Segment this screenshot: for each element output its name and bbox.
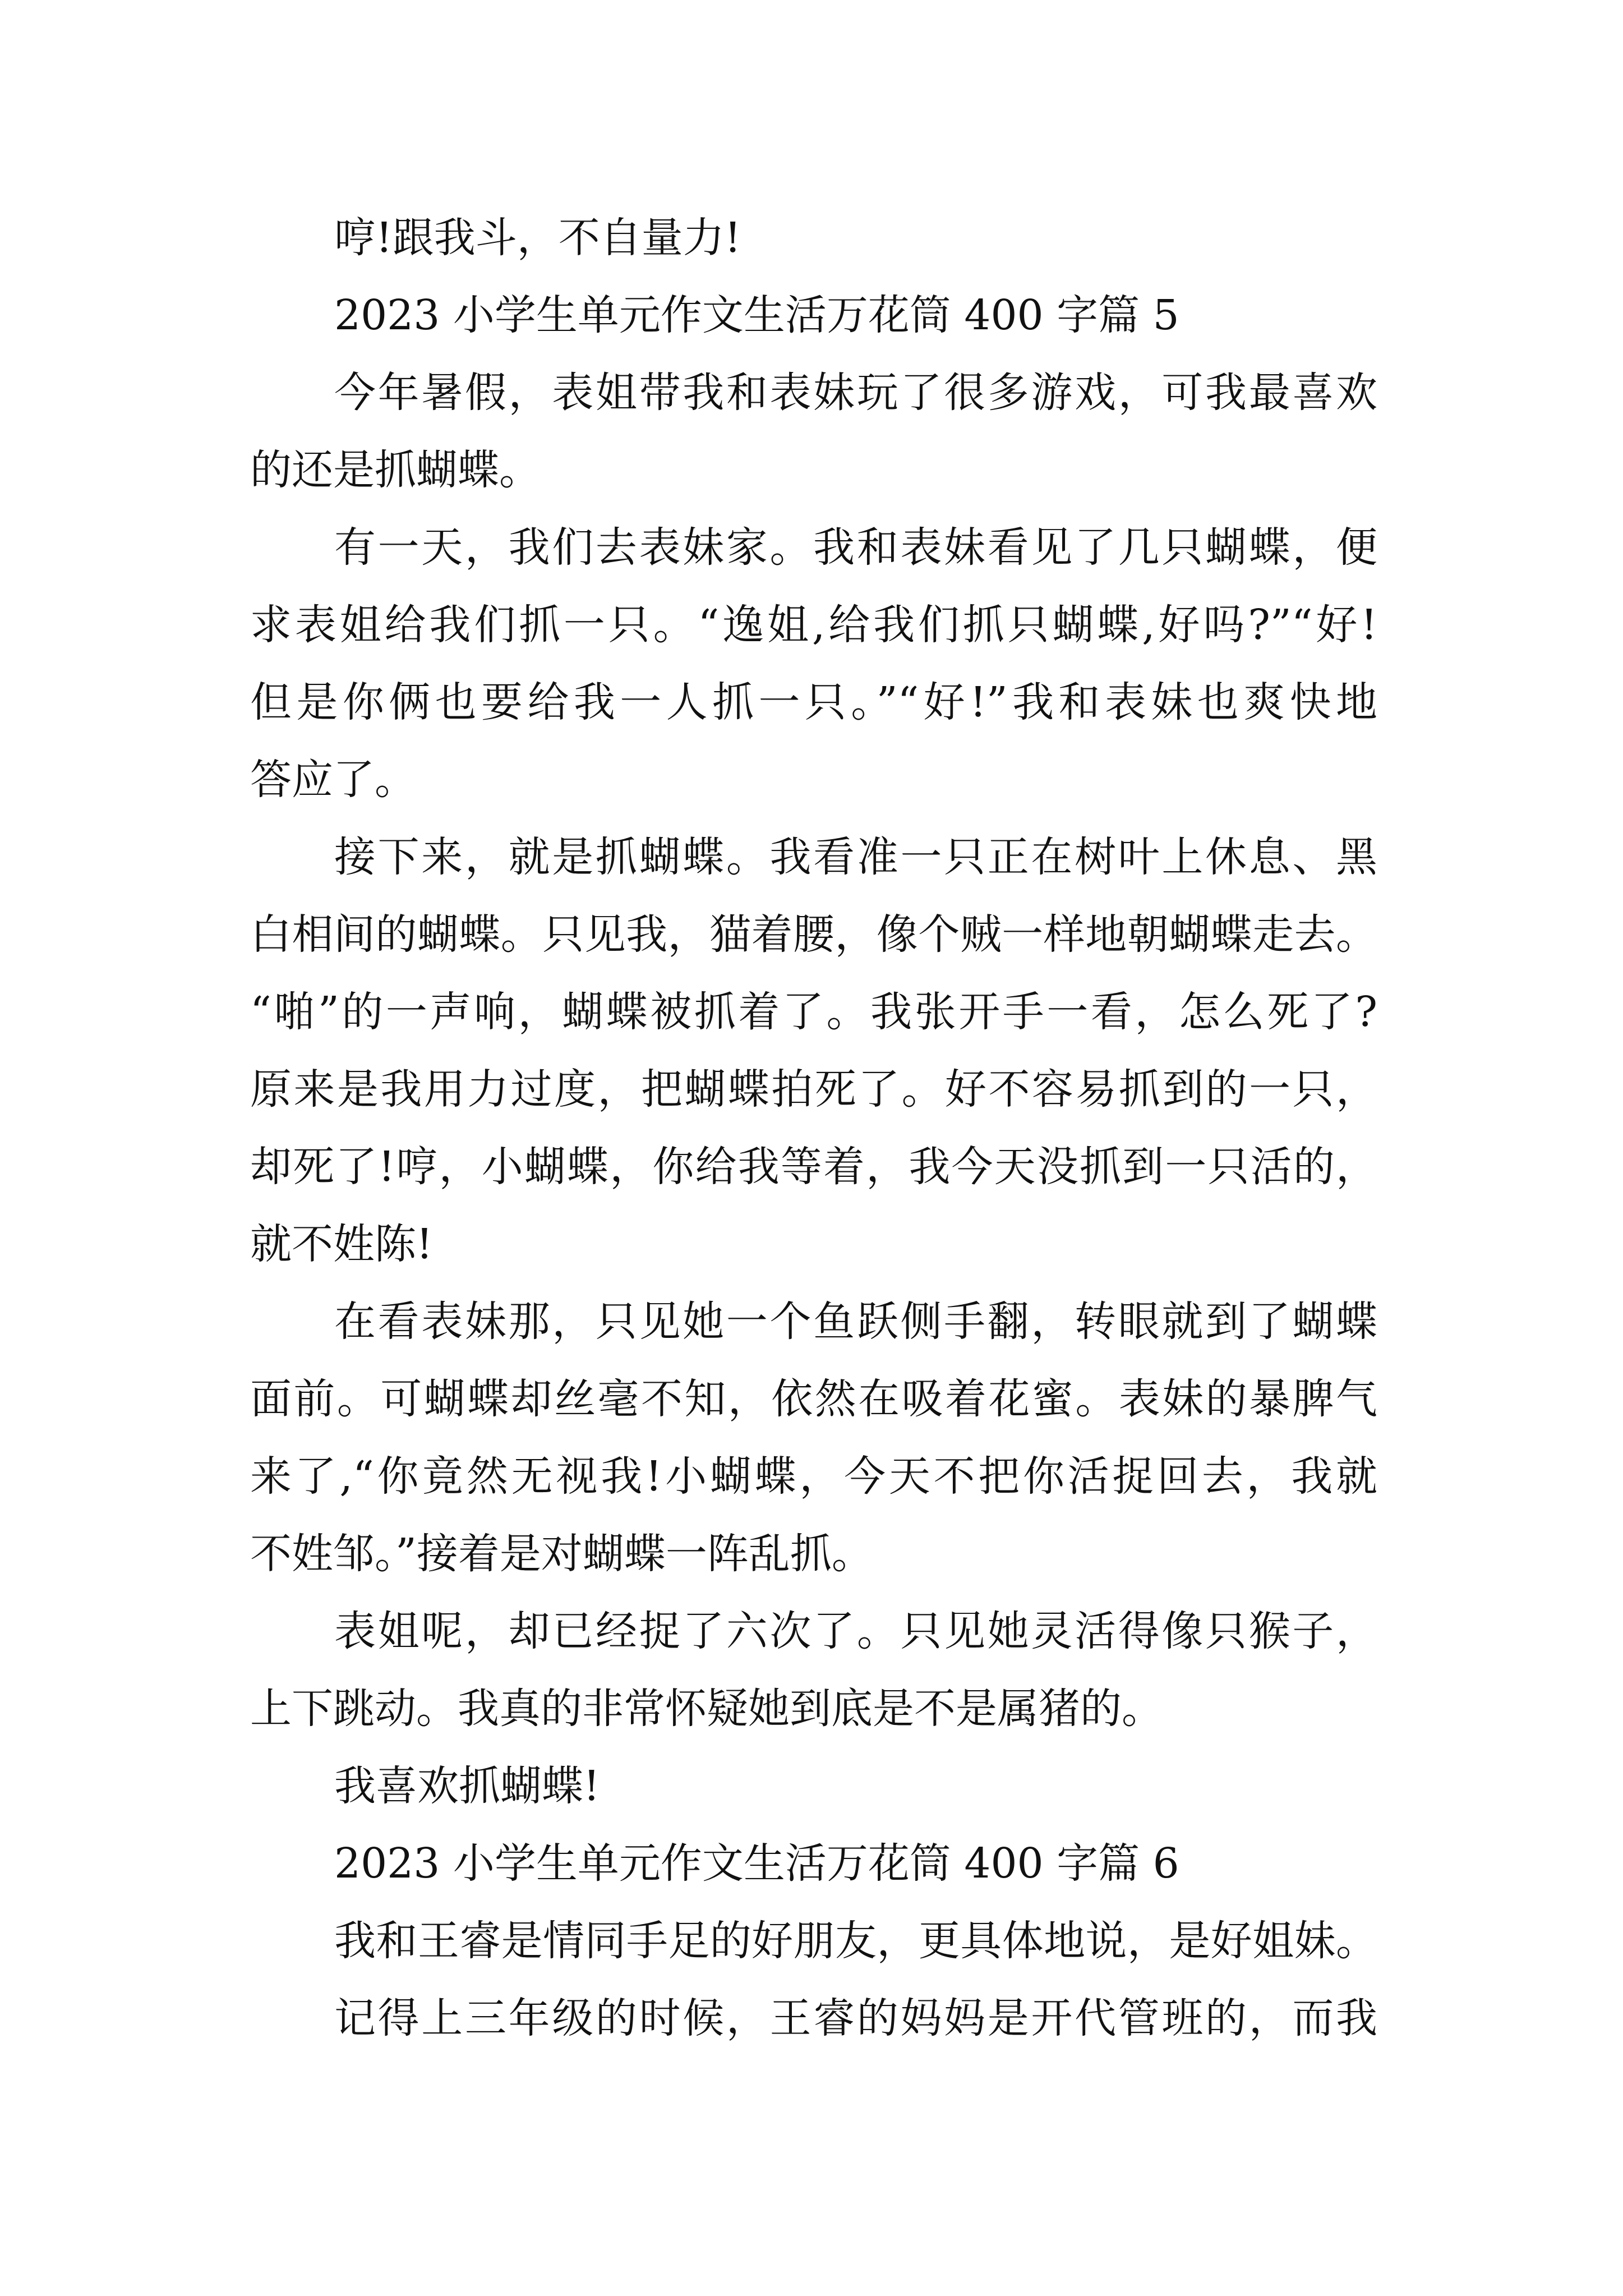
paragraph-line: 答应了。 bbox=[250, 756, 416, 804]
paragraph-line: 不姓邹。”接着是对蝴蝶一阵乱抓。 bbox=[250, 1530, 873, 1578]
paragraph-line: 在看表妹那，只见她一个鱼跃侧手翻，转眼就到了蝴蝶 bbox=[334, 1297, 1377, 1346]
section-heading: 2023 小学生单元作文生活万花筒 400 字篇 6 bbox=[334, 1839, 1179, 1888]
paragraph-line: 就不姓陈! bbox=[250, 1220, 433, 1268]
paragraph-line: 我和王睿是情同手足的好朋友，更具体地说，是好姐妹。 bbox=[334, 1917, 1377, 1965]
paragraph-line: “啪”的一声响，蝴蝶被抓着了。我张开手一看，怎么死了? bbox=[250, 988, 1377, 1036]
paragraph-line: 我喜欢抓蝴蝶! bbox=[334, 1762, 600, 1810]
paragraph-line: 面前。可蝴蝶却丝毫不知，依然在吸着花蜜。表妹的暴脾气 bbox=[250, 1375, 1377, 1423]
paragraph-line: 今年暑假，表姐带我和表妹玩了很多游戏，可我最喜欢 bbox=[334, 369, 1377, 417]
paragraph-line: 白相间的蝴蝶。只见我，猫着腰，像个贼一样地朝蝴蝶走去。 bbox=[250, 910, 1377, 959]
paragraph-line: 上下跳动。我真的非常怀疑她到底是不是属猪的。 bbox=[250, 1685, 1163, 1733]
paragraph-line: 来了,“你竟然无视我!小蝴蝶，今天不把你活捉回去，我就 bbox=[250, 1452, 1377, 1501]
paragraph-line: 记得上三年级的时候，王睿的妈妈是开代管班的，而我 bbox=[334, 1994, 1377, 2042]
section-heading: 2023 小学生单元作文生活万花筒 400 字篇 5 bbox=[334, 291, 1179, 339]
paragraph-line: 的还是抓蝴蝶。 bbox=[250, 446, 541, 494]
paragraph-line: 接下来，就是抓蝴蝶。我看准一只正在树叶上休息、黑 bbox=[334, 833, 1377, 881]
paragraph-line: 原来是我用力过度，把蝴蝶拍死了。好不容易抓到的一只， bbox=[250, 1065, 1377, 1114]
paragraph-line: 哼!跟我斗，不自量力! bbox=[334, 214, 741, 262]
paragraph-line: 求表姐给我们抓一只。“逸姐,给我们抓只蝴蝶,好吗?”“好! bbox=[250, 601, 1377, 649]
paragraph-line: 却死了!哼，小蝴蝶，你给我等着，我今天没抓到一只活的， bbox=[250, 1143, 1377, 1191]
paragraph-line: 有一天，我们去表妹家。我和表妹看见了几只蝴蝶，便 bbox=[334, 523, 1377, 572]
paragraph-line: 表姐呢，却已经捉了六次了。只见她灵活得像只猴子， bbox=[334, 1607, 1377, 1655]
paragraph-line: 但是你俩也要给我一人抓一只。”“好!”我和表妹也爽快地 bbox=[250, 678, 1377, 726]
